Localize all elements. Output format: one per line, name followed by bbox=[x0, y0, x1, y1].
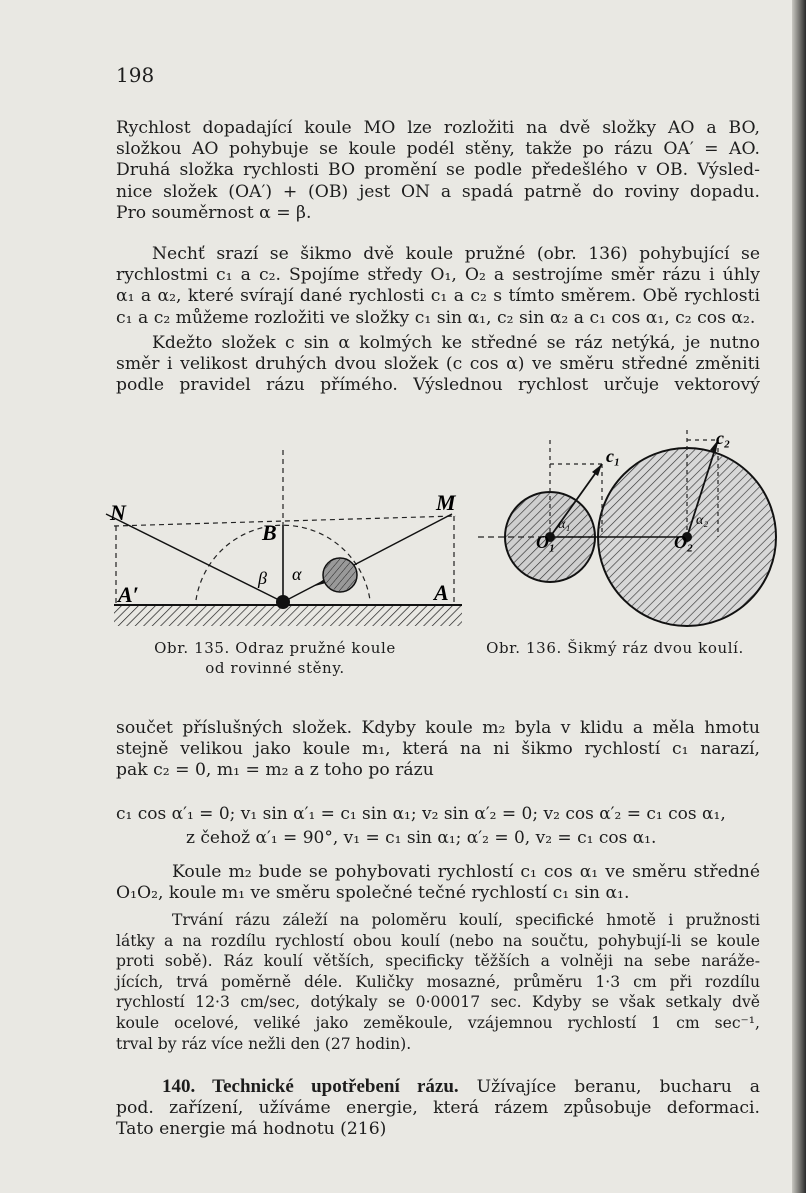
dashed-line-NM bbox=[114, 516, 456, 526]
text-line: pod. zařízení, užíváme energie, která rázem způsobuje deformaci. bbox=[116, 1098, 760, 1119]
text-line: rychlostí 12·3 cm/sec, dotýkaly se 0·00017 sec. Kdyby se však setkaly dvě bbox=[116, 993, 760, 1012]
label-O2: O₂ bbox=[674, 532, 694, 552]
text-line: rychlostmi c₁ a c₂. Spojíme středy O₁, O₂ a sestrojíme směr rázu i úhly bbox=[116, 265, 760, 286]
label-B: B bbox=[262, 520, 277, 545]
point-O bbox=[276, 595, 290, 609]
text-line: látky a na rozdílu rychlostí obou koulí (nebo na součtu, pohybují-li se koule bbox=[116, 931, 760, 950]
label-alpha2: α₂ bbox=[696, 513, 709, 528]
ball-hatching bbox=[324, 559, 356, 591]
wall-hatching bbox=[114, 606, 462, 626]
text-line: Tato energie má hodnotu (216) bbox=[116, 1119, 387, 1140]
text-line: součet příslušných složek. Kdyby koule m₂ byla v klidu a měla hmotu bbox=[116, 718, 760, 738]
equation-line-1: c₁ cos α′₁ = 0; v₁ sin α′₁ = c₁ sin α₁; v₂ sin α′₂ = 0; v₂ cos α′₂ = c₁ cos α₁, bbox=[116, 804, 726, 824]
text-line: α₁ a α₂, které svírají dané rychlosti c₁ a c₂ s tímto směrem. Obě rychlosti bbox=[116, 286, 760, 307]
text-line: jících, trvá poměrně déle. Kuličky mosazné, průměru 1·3 cm při rozdílu bbox=[116, 972, 760, 991]
label-M: M bbox=[436, 490, 456, 515]
label-N: N bbox=[110, 500, 126, 525]
section-heading: 140. Technické upotřebení rázu. bbox=[162, 1076, 459, 1097]
figure-135-caption bbox=[130, 638, 420, 678]
text-line: Nechť srazí se šikmo dvě koule pružné (obr. 136) pohybující se bbox=[152, 244, 760, 264]
figure-135-wall-reflection bbox=[100, 440, 470, 640]
text-line: trval by ráz více nežli den (27 hodin). bbox=[116, 1034, 412, 1053]
equation-line-2: z čehož α′₁ = 90°, v₁ = c₁ sin α₁; α′₂ = 0, v₂ = c₁ cos α₁. bbox=[186, 828, 657, 848]
page-number: 198 bbox=[116, 63, 155, 87]
section-line: Užívajíce beranu, bucharu a bbox=[458, 1077, 760, 1097]
label-c2: c₂ bbox=[716, 428, 731, 448]
velocity-c1-arrowhead bbox=[592, 464, 602, 476]
text-line: O₁O₂, koule m₁ ve směru společné tečné rychlostí c₁ sin α₁. bbox=[116, 883, 630, 904]
text-line: Rychlost dopadající koule MO lze rozložiti na dvě složky AO a BO, bbox=[116, 118, 760, 138]
label-alpha1: α₁ bbox=[558, 517, 571, 532]
paragraph-reflection bbox=[116, 118, 760, 224]
text-line: Trvání rázu záleží na poloměru koulí, specifické hmotě i pružnosti bbox=[172, 911, 760, 929]
label-c1: c₁ bbox=[606, 446, 621, 466]
section-140 bbox=[116, 1076, 760, 1141]
paragraph-result bbox=[116, 862, 760, 904]
text-line: koule ocelové, veliké jako zeměkoule, vzájemnou rychlostí 1 cm sec⁻¹, bbox=[116, 1013, 760, 1032]
text-line: proti sobě). Ráz koulí větších, specificky těžších a volněji na sebe naráže- bbox=[116, 952, 760, 971]
text-line: Kdežto složek c sin α kolmých ke středné se ráz netýká, je nutno bbox=[152, 333, 760, 353]
figure-136-two-spheres bbox=[478, 420, 778, 630]
caption-line: Obr. 135. Odraz pružné koule bbox=[154, 639, 396, 657]
label-alpha: α bbox=[292, 564, 302, 584]
label-A-prime: A′ bbox=[118, 582, 139, 607]
text-line: podle pravidel rázu přímého. Výslednou rychlost určuje vektorový bbox=[116, 375, 760, 396]
caption-line: od rovinné stěny. bbox=[205, 659, 345, 677]
text-line: Pro souměrnost α = β. bbox=[116, 202, 312, 223]
label-A: A bbox=[434, 580, 449, 605]
text-line: Koule m₂ bude se pohybovati rychlostí c₁ cos α₁ ve směru středné bbox=[172, 862, 760, 882]
text-line: složkou AO pohybuje se koule podél stěny, takže po rázu OA′ = AO. bbox=[116, 139, 760, 160]
paragraph-equal-masses bbox=[116, 718, 760, 782]
section-first-line bbox=[116, 1076, 760, 1098]
text-line: směr i velikost druhých dvou složek (c cos α) ve směru středné změniti bbox=[116, 354, 760, 375]
text-line: Druhá složka rychlosti BO promění se podle předešlého v OB. Výsled- bbox=[116, 160, 760, 181]
text-line: c₁ a c₂ můžeme rozložiti ve složky c₁ sin α₁, c₂ sin α₂ a c₁ cos α₁, c₂ cos α₂. bbox=[116, 307, 756, 328]
paragraph-components bbox=[116, 333, 760, 397]
label-O1: O₁ bbox=[536, 532, 556, 552]
text-line: stejně velikou jako koule m₁, která na ni šikmo rychlostí c₁ narazí, bbox=[116, 739, 760, 760]
paragraph-oblique-impact bbox=[116, 244, 760, 329]
label-beta: β bbox=[258, 568, 267, 588]
text-line: pak c₂ = 0, m₁ = m₂ a z toho po rázu bbox=[116, 760, 434, 781]
text-line: nice složek (OA′) + (OB) jest ON a spadá patrně do roviny dopadu. bbox=[116, 181, 760, 202]
page-edge-shadow bbox=[792, 0, 806, 1193]
paragraph-impact-duration bbox=[116, 910, 760, 1054]
figure-136-caption: Obr. 136. Šikmý ráz dvou koulí. bbox=[486, 639, 744, 657]
